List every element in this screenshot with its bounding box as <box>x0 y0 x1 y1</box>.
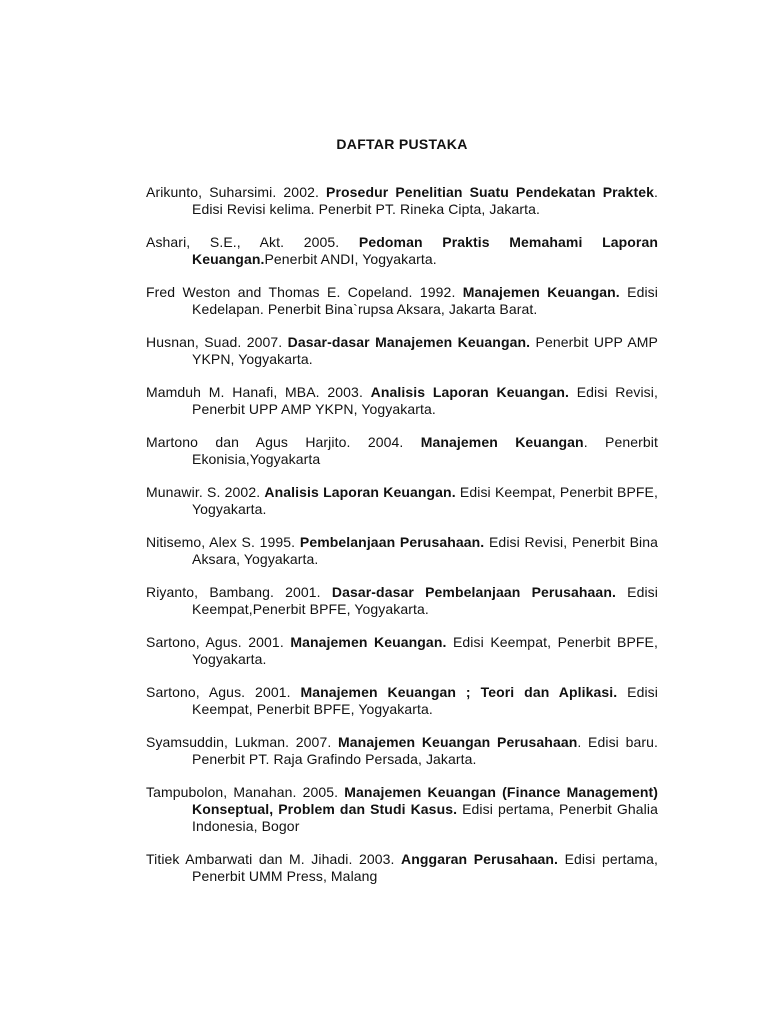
reference-publisher: Penerbit UPP AMP YKPN, Yogyakarta. <box>192 334 658 367</box>
reference-entry <box>146 851 658 885</box>
reference-publisher: Edisi Keempat, Penerbit BPFE, Yogyakarta. <box>192 684 658 717</box>
reference-author-year: Arikunto, Suharsimi. 2002. <box>146 184 327 200</box>
reference-author-year: Fred Weston and Thomas E. Copeland. 1992. <box>146 284 463 300</box>
reference-author-year: Munawir. S. 2002. <box>146 484 265 500</box>
reference-title: Prosedur Penelitian Suatu Pendekatan Praktek <box>326 184 654 200</box>
reference-entry <box>146 284 658 318</box>
reference-author-year: Sartono, Agus. 2001. <box>146 634 291 650</box>
reference-title: Manajemen Keuangan (Finance Management) Konseptual, Problem dan Studi Kasus. <box>192 784 659 817</box>
reference-title: Analisis Laporan Keuangan. <box>370 384 569 400</box>
reference-title: Dasar-dasar Pembelanjaan Perusahaan. <box>331 584 616 600</box>
reference-entry <box>146 734 658 768</box>
reference-author-year: Riyanto, Bambang. 2001. <box>146 584 332 600</box>
reference-entry <box>146 384 658 418</box>
reference-title: Manajemen Keuangan <box>420 434 584 450</box>
reference-publisher: Edisi Revisi, Penerbit UPP AMP YKPN, Yogyakarta. <box>192 384 658 417</box>
reference-entry <box>146 184 658 218</box>
reference-title: Pedoman Praktis Memahami Laporan Keuangan. <box>192 234 659 267</box>
reference-entry <box>146 784 658 835</box>
reference-publisher: . Edisi baru. Penerbit PT. Raja Grafindo Persada, Jakarta. <box>192 734 658 767</box>
reference-author-year: Ashari, S.E., Akt. 2005. <box>146 234 359 250</box>
reference-title: Pembelanjaan Perusahaan. <box>299 534 485 550</box>
reference-title: Manajemen Keuangan ; Teori dan Aplikasi. <box>300 684 618 700</box>
reference-publisher: Edisi pertama, Penerbit UMM Press, Malang <box>192 851 658 884</box>
reference-entry <box>146 234 658 268</box>
reference-entry <box>146 534 658 568</box>
reference-author-year: Husnan, Suad. 2007. <box>146 334 288 350</box>
reference-title: Anggaran Perusahaan. <box>401 851 559 867</box>
reference-title: Dasar-dasar Manajemen Keuangan. <box>287 334 531 350</box>
reference-author-year: Mamduh M. Hanafi, MBA. 2003. <box>146 384 371 400</box>
reference-author-year: Sartono, Agus. 2001. <box>146 684 301 700</box>
reference-title: Manajemen Keuangan. <box>462 284 620 300</box>
reference-publisher: Edisi Revisi, Penerbit Bina Aksara, Yogyakarta. <box>192 534 659 567</box>
reference-entry <box>146 484 658 518</box>
page-title: DAFTAR PUSTAKA <box>336 136 468 152</box>
reference-author-year: Syamsuddin, Lukman. 2007. <box>146 734 339 750</box>
reference-title: Manajemen Keuangan. <box>290 634 447 650</box>
reference-publisher: Edisi Keempat, Penerbit BPFE, Yogyakarta. <box>192 634 658 667</box>
reference-entry <box>146 334 658 368</box>
reference-publisher: Edisi pertama, Penerbit Ghalia Indonesia, Bogor <box>192 801 658 834</box>
reference-publisher: Edisi Kedelapan. Penerbit Bina`rupsa Aksara, Jakarta Barat. <box>192 284 658 317</box>
reference-publisher: . Penerbit Ekonisia,Yogyakarta <box>192 434 658 467</box>
reference-list <box>146 184 658 901</box>
reference-entry <box>146 684 658 718</box>
reference-publisher: Penerbit ANDI, Yogyakarta. <box>264 251 437 267</box>
reference-entry <box>146 434 658 468</box>
reference-title: Manajemen Keuangan Perusahaan <box>338 734 578 750</box>
reference-author-year: Tampubolon, Manahan. 2005. <box>146 784 345 800</box>
reference-title: Analisis Laporan Keuangan. <box>264 484 456 500</box>
reference-entry <box>146 584 658 618</box>
reference-publisher: . Edisi Revisi kelima. Penerbit PT. Rineka Cipta, Jakarta. <box>192 184 658 217</box>
reference-author-year: Titiek Ambarwati dan M. Jihadi. 2003. <box>146 851 402 867</box>
reference-publisher: Edisi Keempat, Penerbit BPFE, Yogyakarta. <box>192 484 658 517</box>
reference-entry <box>146 634 658 668</box>
reference-publisher: Edisi Keempat,Penerbit BPFE, Yogyakarta. <box>192 584 658 617</box>
reference-author-year: Martono dan Agus Harjito. 2004. <box>146 434 421 450</box>
reference-author-year: Nitisemo, Alex S. 1995. <box>146 534 300 550</box>
